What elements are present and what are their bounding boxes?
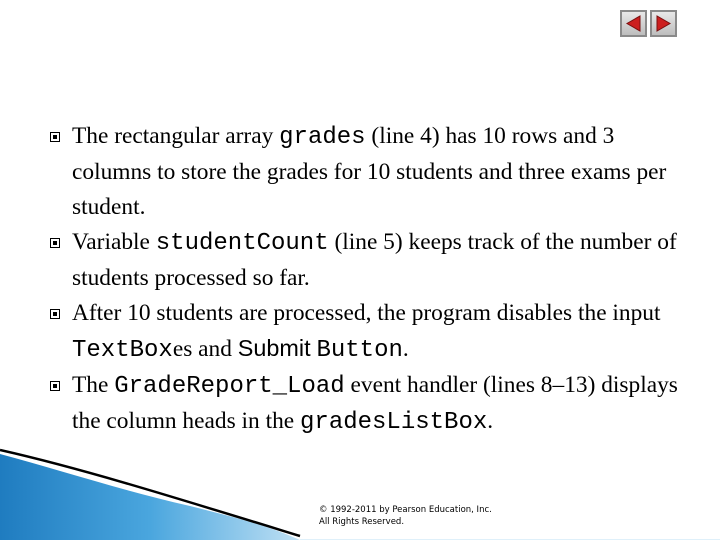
bullet-text: Variable [72, 229, 156, 255]
next-slide-icon [654, 14, 673, 33]
bullet-text: (line 5) keeps track of the number of students processed so far. [72, 229, 677, 291]
previous-slide-icon [624, 14, 643, 33]
bullet-text: event handler (lines 8–13) displays the column heads in the [72, 372, 678, 434]
bullet-text: es and [172, 336, 238, 362]
code-term: gradesListBox [300, 409, 488, 436]
bullet-text: . [487, 408, 494, 434]
copyright-line: All Rights Reserved. [319, 517, 405, 527]
bullet-icon [50, 309, 60, 319]
ui-term: Submit [237, 335, 311, 361]
bullet-text: (line 4) has 10 rows and 3 columns to store the grades for 10 students and three exams per student. [72, 123, 667, 220]
bullet-icon [50, 132, 60, 142]
bullet-text: The [72, 372, 115, 398]
previous-slide-button[interactable] [620, 10, 647, 37]
bullet-icon [50, 381, 60, 391]
bullet-text: . [402, 336, 409, 362]
bullet-list [50, 119, 690, 440]
bullet-text: After 10 students are processed, the program disables the input [72, 300, 661, 326]
bullet-text: The rectangular array [72, 123, 280, 149]
bullet-item [50, 225, 690, 296]
bullet-item [50, 368, 690, 440]
next-slide-button[interactable] [650, 10, 677, 37]
bullet-item [50, 119, 690, 225]
bullet-item [50, 296, 690, 368]
code-term: Button [316, 337, 403, 364]
code-term: studentCount [155, 230, 329, 257]
code-term: grades [279, 124, 366, 151]
copyright-notice [319, 504, 492, 528]
copyright-line: © 1992-2011 by Pearson Education, Inc. [319, 505, 492, 515]
code-term: GradeReport_Load [114, 373, 345, 400]
slide-navigation [620, 10, 677, 37]
code-term: TextBox [72, 337, 173, 364]
bullet-icon [50, 238, 60, 248]
